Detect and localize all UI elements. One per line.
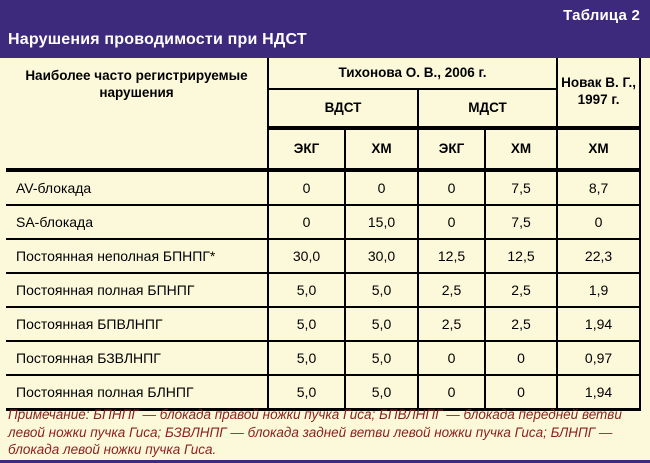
table-row [6, 205, 640, 239]
cell-value: 0 [268, 205, 345, 239]
footnote: Примечание: БПНПГ — блокада правой ножки пучка Гиса; БПВЛНПГ — блокада передней ветви левой ножки пучка Гиса; БЗВЛНПГ — блокада задней ветви левой ножки пучка Гиса; БЛНПГ — блокада левой ножки пучка Гиса. [8, 407, 622, 458]
row-label: Постоянная БЗВЛНПГ [6, 341, 268, 375]
cell-value: 0 [345, 170, 418, 205]
cell-value: 5,0 [268, 273, 345, 307]
cell-value: 5,0 [345, 273, 418, 307]
cell-value: 2,5 [418, 273, 485, 307]
cell-value: 8,7 [557, 170, 640, 205]
table-row [6, 341, 640, 375]
cell-value: 0 [418, 205, 485, 239]
cell-value: 5,0 [268, 375, 345, 410]
row-label: Постоянная БПВЛНПГ [6, 307, 268, 341]
header-band [0, 0, 650, 58]
cell-value: 0 [418, 170, 485, 205]
cell-value: 0 [485, 341, 557, 375]
cell-value: 5,0 [268, 341, 345, 375]
column-subgroup-vdst: ВДСТ [268, 89, 418, 128]
cell-value: 0 [418, 375, 485, 410]
column-subgroup-mdst: МДСТ [418, 89, 557, 128]
cell-value: 2,5 [485, 273, 557, 307]
row-label: Постоянная полная БПНПГ [6, 273, 268, 307]
cell-value: 1,9 [557, 273, 640, 307]
row-label: Постоянная полная БЛНПГ [6, 375, 268, 410]
cell-value: 30,0 [345, 239, 418, 273]
column-header-ekg-vdst: ЭКГ [268, 128, 345, 170]
cell-value: 5,0 [345, 307, 418, 341]
column-header-ekg-mdst: ЭКГ [418, 128, 485, 170]
row-label: Постоянная неполная БПНПГ* [6, 239, 268, 273]
row-label: SA-блокада [6, 205, 268, 239]
cell-value: 5,0 [345, 375, 418, 410]
table-row [6, 375, 640, 410]
column-header-xm-vdst: ХМ [345, 128, 418, 170]
cell-value: 0,97 [557, 341, 640, 375]
cell-value: 15,0 [345, 205, 418, 239]
table-row [6, 307, 640, 341]
cell-value: 1,94 [557, 375, 640, 410]
table-row [6, 273, 640, 307]
cell-value: 5,0 [268, 307, 345, 341]
table-body [6, 170, 640, 410]
cell-value: 7,5 [485, 205, 557, 239]
cell-value: 5,0 [345, 341, 418, 375]
cell-value: 22,3 [557, 239, 640, 273]
column-header-xm-novak: ХМ [557, 128, 640, 170]
table-header [6, 58, 640, 170]
cell-value: 2,5 [485, 307, 557, 341]
column-header-disorders: Наиболее часто регистрируемые нарушения [6, 58, 268, 170]
table-row [6, 239, 640, 273]
table-number-label: Таблица 2 [563, 7, 640, 24]
cell-value: 12,5 [485, 239, 557, 273]
column-header-xm-mdst: ХМ [485, 128, 557, 170]
row-label: AV-блокада [6, 170, 268, 205]
cell-value: 12,5 [418, 239, 485, 273]
column-group-tikhonova: Тихонова О. В., 2006 г. [268, 58, 557, 89]
cell-value: 1,94 [557, 307, 640, 341]
page-title: Нарушения проводимости при НДСТ [8, 31, 307, 48]
cell-value: 0 [418, 341, 485, 375]
cell-value: 2,5 [418, 307, 485, 341]
cell-value: 0 [485, 375, 557, 410]
column-group-novak: Новак В. Г., 1997 г. [557, 58, 640, 128]
cell-value: 0 [268, 170, 345, 205]
cell-value: 7,5 [485, 170, 557, 205]
header-row-groups [6, 58, 640, 89]
conduction-disorders-table [6, 58, 641, 411]
table-row [6, 170, 640, 205]
cell-value: 0 [557, 205, 640, 239]
cell-value: 30,0 [268, 239, 345, 273]
